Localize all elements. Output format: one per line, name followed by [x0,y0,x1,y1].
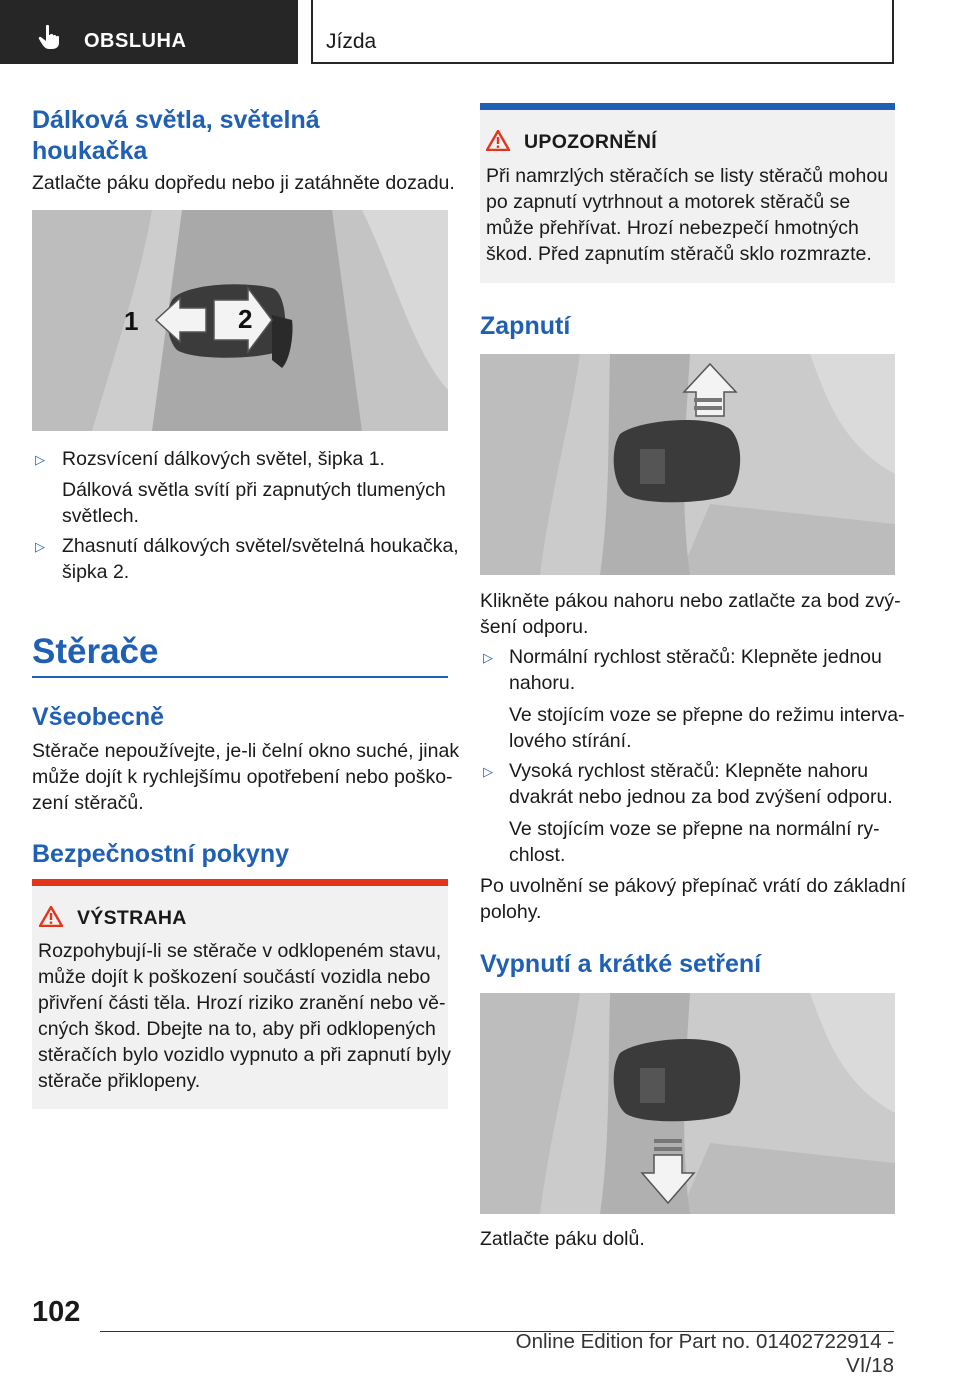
warning-line3: přivření části těla. Hrozí riziko zranění nebo vě- [38,992,446,1014]
figure-label-1: 1 [124,306,139,336]
switch-off-title: Vypnutí a krátké setření [480,950,762,978]
high-beam-title-line2: houkačka [32,137,148,165]
high-beam-item1-sub-line1: Dálková světla svítí při zapnutých tlumených [62,479,446,501]
bullet-triangle-icon: ▷ [35,452,45,467]
header-section-title: Jízda [326,30,377,53]
switch-off-caption: Zatlačte páku dolů. [480,1228,645,1250]
caution-title: UPOZORNĚNÍ [524,131,658,153]
switch-on-outro-line2: polohy. [480,901,542,923]
general-text-line3: zení stěračů. [32,792,144,814]
switch-on-item1-line2: nahoru. [509,672,576,694]
bullet-triangle-icon: ▷ [483,650,493,665]
page-number: 102 [32,1296,81,1328]
safety-title: Bezpečnostní pokyny [32,840,289,868]
caution-box-bar [480,103,895,110]
high-beam-item1-sub-line2: světlech. [62,505,139,527]
switch-on-item1-sub-line2: lového stírání. [509,730,632,752]
switch-on-item2-sub-line1: Ve stojícím voze se přepne na normální ry- [509,818,880,840]
switch-on-item1-line1: Normální rychlost stěračů: Klepněte jednou [509,646,882,668]
switch-on-figure [480,354,895,575]
bullet-triangle-icon: ▷ [483,764,493,779]
general-title: Všeobecně [32,703,165,731]
switch-on-title: Zapnutí [480,312,571,340]
warning-line5: stěračích bylo vozidlo vypnuto a při zapnutí byly [38,1044,451,1066]
switch-on-intro-line2: šení odporu. [480,616,589,638]
warning-box-bar [32,879,448,886]
figure-label-2: 2 [238,304,253,334]
warning-triangle-icon [486,130,510,156]
switch-on-item2-line1: Vysoká rychlost stěračů: Klepněte nahoru [509,760,869,782]
switch-on-outro-line1: Po uvolnění se pákový přepínač vrátí do základní [480,875,907,897]
footer-edition: Online Edition for Part no. 01402722914 - VI/18 [515,1330,894,1377]
wipers-title: Stěrače [32,632,159,671]
warning-line6: stěrače přiklopeny. [38,1070,201,1092]
high-beam-lever-figure [32,210,448,431]
switch-on-item2-sub-line2: chlost. [509,844,566,866]
high-beam-item1-line1: Rozsvícení dálkových světel, šipka 1. [62,448,385,470]
warning-line2: může dojít k poškození součástí vozidla nebo [38,966,431,988]
high-beam-item2-line2: šipka 2. [62,561,130,583]
switch-on-item1-sub-line1: Ve stojícím voze se přepne do režimu interva- [509,704,905,726]
header-section-box [311,0,894,64]
general-text-line2: může dojít k rychlejšímu opotřebení nebo poško- [32,766,453,788]
bullet-triangle-icon: ▷ [35,539,45,554]
header-tab-label: OBSLUHA [84,30,187,52]
warning-title: VÝSTRAHA [77,907,187,929]
warning-triangle-icon [39,906,63,932]
caution-line4: škod. Před zapnutím stěračů sklo rozmrazte. [486,243,872,265]
warning-line4: cných škod. Dbejte na to, aby při odklopených [38,1018,436,1040]
high-beam-title-line1: Dálková světla, světelná [32,106,320,134]
caution-line3: může přehřívat. Hrozí nebezpečí hmotných [486,217,859,239]
switch-off-figure [480,993,895,1214]
warning-line1: Rozpohybují-li se stěrače v odklopeném stavu, [38,940,442,962]
caution-line2: po zapnutí vytrhnout a motorek stěračů se [486,191,851,213]
high-beam-item2-line1: Zhasnutí dálkových světel/světelná houkačka, [62,535,459,557]
switch-on-item2-line2: dvakrát nebo jednou za bod zvýšení odporu. [509,786,893,808]
high-beam-intro: Zatlačte páku dopředu nebo ji zatáhněte dozadu. [32,172,455,194]
switch-on-intro-line1: Klikněte pákou nahoru nebo zatlačte za bod zvý- [480,590,901,612]
general-text-line1: Stěrače nepoužívejte, je-li čelní okno suché, jinak [32,740,460,762]
hand-pointer-icon [38,24,62,55]
caution-line1: Při namrzlých stěračích se listy stěračů mohou [486,165,889,187]
wipers-title-rule [32,676,448,678]
